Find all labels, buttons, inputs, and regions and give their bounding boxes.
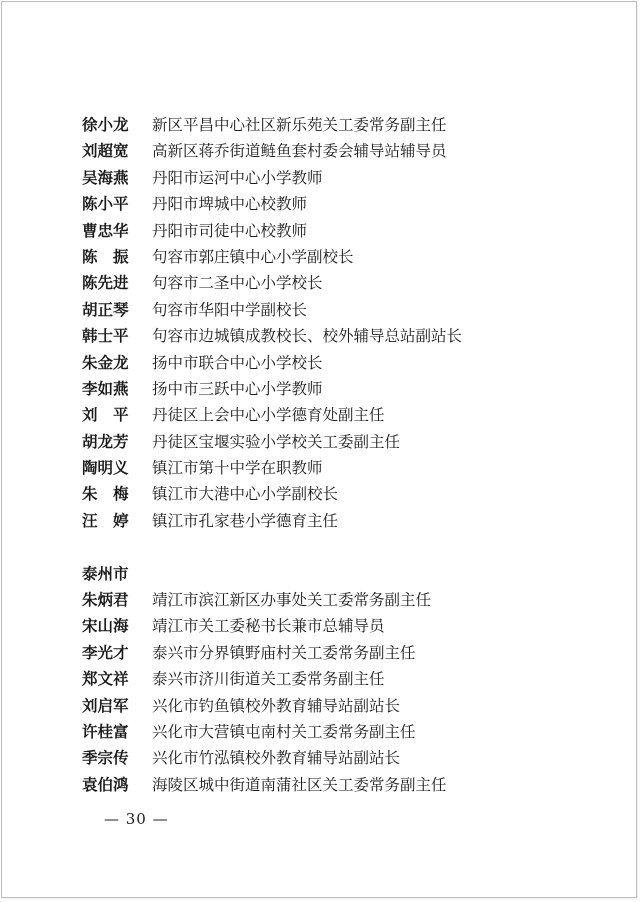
list-item	[82, 508, 602, 534]
section-title-taizhou: 泰州市	[82, 563, 129, 583]
person-position: 镇江市大港中心小学副校长	[152, 485, 339, 504]
person-name: 朱 梅	[82, 484, 129, 504]
person-name: 吴海燕	[82, 167, 129, 187]
person-name: 陈先进	[82, 273, 129, 293]
list-item	[82, 138, 602, 164]
list-item	[82, 112, 602, 138]
person-name: 刘超宽	[82, 141, 129, 161]
person-position: 扬中市三跃中心小学教师	[152, 379, 323, 398]
person-position: 丹阳市司徒中心校教师	[152, 221, 308, 240]
list-item	[82, 693, 602, 719]
list-item	[82, 640, 602, 666]
person-name: 朱金龙	[82, 352, 129, 372]
person-position: 新区平昌中心社区新乐苑关工委常务副主任	[152, 116, 447, 134]
person-name: 袁伯鸿	[82, 774, 129, 794]
person-position: 句容市二圣中心小学校长	[152, 274, 323, 293]
list-item	[82, 376, 602, 402]
person-position: 丹徒区上会中心小学德育处副主任	[152, 406, 385, 425]
section-gap	[82, 534, 602, 560]
person-name: 陈小平	[82, 194, 129, 214]
person-name: 陈 振	[82, 246, 129, 266]
person-name: 陶明义	[82, 458, 129, 478]
person-name: 李光才	[82, 642, 129, 662]
person-position: 句容市郭庄镇中心小学副校长	[152, 247, 354, 266]
person-name: 刘启军	[82, 695, 129, 715]
person-position: 靖江市滨江新区办事处关工委常务副主任	[152, 591, 432, 610]
person-position: 句容市边城镇成教校长、校外辅导总站副站长	[152, 327, 463, 346]
person-name: 韩士平	[82, 326, 129, 346]
person-position: 兴化市竹泓镇校外教育辅导站副站长	[152, 749, 401, 768]
list-item	[82, 402, 602, 428]
list-item	[82, 772, 602, 798]
list-item	[82, 165, 602, 191]
person-position: 镇江市第十中学在职教师	[152, 459, 323, 478]
person-name: 徐小龙	[82, 115, 129, 134]
person-position: 海陵区城中街道南蒲社区关工委常务副主任	[152, 775, 447, 794]
person-name: 刘 平	[82, 405, 129, 425]
person-name: 汪 婷	[82, 510, 129, 530]
list-item	[82, 719, 602, 745]
person-name: 郑文祥	[82, 669, 129, 689]
person-name: 胡正琴	[82, 299, 129, 319]
person-position: 镇江市孔家巷小学德育主任	[152, 511, 339, 530]
page-number: — 30 —	[104, 810, 169, 828]
person-name: 宋山海	[82, 616, 129, 636]
list-item	[82, 666, 602, 692]
person-name: 朱炳君	[82, 590, 129, 610]
person-position: 丹阳市埤城中心校教师	[152, 195, 308, 214]
list-item	[82, 244, 602, 270]
person-name: 许桂富	[82, 721, 129, 741]
person-name: 曹忠华	[82, 220, 129, 240]
person-position: 高新区蒋乔街道鲢鱼套村委会辅导站辅导员	[152, 142, 447, 161]
list-item	[82, 613, 602, 639]
list-item	[82, 481, 602, 507]
list-item	[82, 270, 602, 296]
group-zhenjiang	[82, 112, 602, 534]
list-item	[82, 350, 602, 376]
list-item	[82, 745, 602, 771]
list-item	[82, 218, 602, 244]
person-position: 丹徒区宝堰实验小学校关工委副主任	[152, 432, 401, 451]
person-position: 兴化市大营镇屯南村关工委常务副主任	[152, 722, 416, 741]
document-page	[1, 1, 637, 898]
person-position: 兴化市钓鱼镇校外教育辅导站副站长	[152, 696, 401, 715]
group-taizhou	[82, 587, 602, 798]
person-position: 靖江市关工委秘书长兼市总辅导员	[152, 617, 385, 636]
person-position: 扬中市联合中心小学校长	[152, 353, 323, 372]
name-list	[82, 112, 602, 798]
list-item	[82, 587, 602, 613]
list-item	[82, 429, 602, 455]
list-item	[82, 455, 602, 481]
person-name: 季宗传	[82, 748, 129, 768]
person-position: 泰兴市济川街道关工委常务副主任	[152, 670, 385, 689]
person-position: 泰兴市分界镇野庙村关工委常务副主任	[152, 643, 416, 662]
person-position: 句容市华阳中学副校长	[152, 300, 308, 319]
person-name: 胡龙芳	[82, 431, 129, 451]
list-item	[82, 191, 602, 217]
person-name: 李如燕	[82, 378, 129, 398]
list-item	[82, 323, 602, 349]
person-position: 丹阳市运河中心小学教师	[152, 168, 323, 187]
list-item	[82, 297, 602, 323]
